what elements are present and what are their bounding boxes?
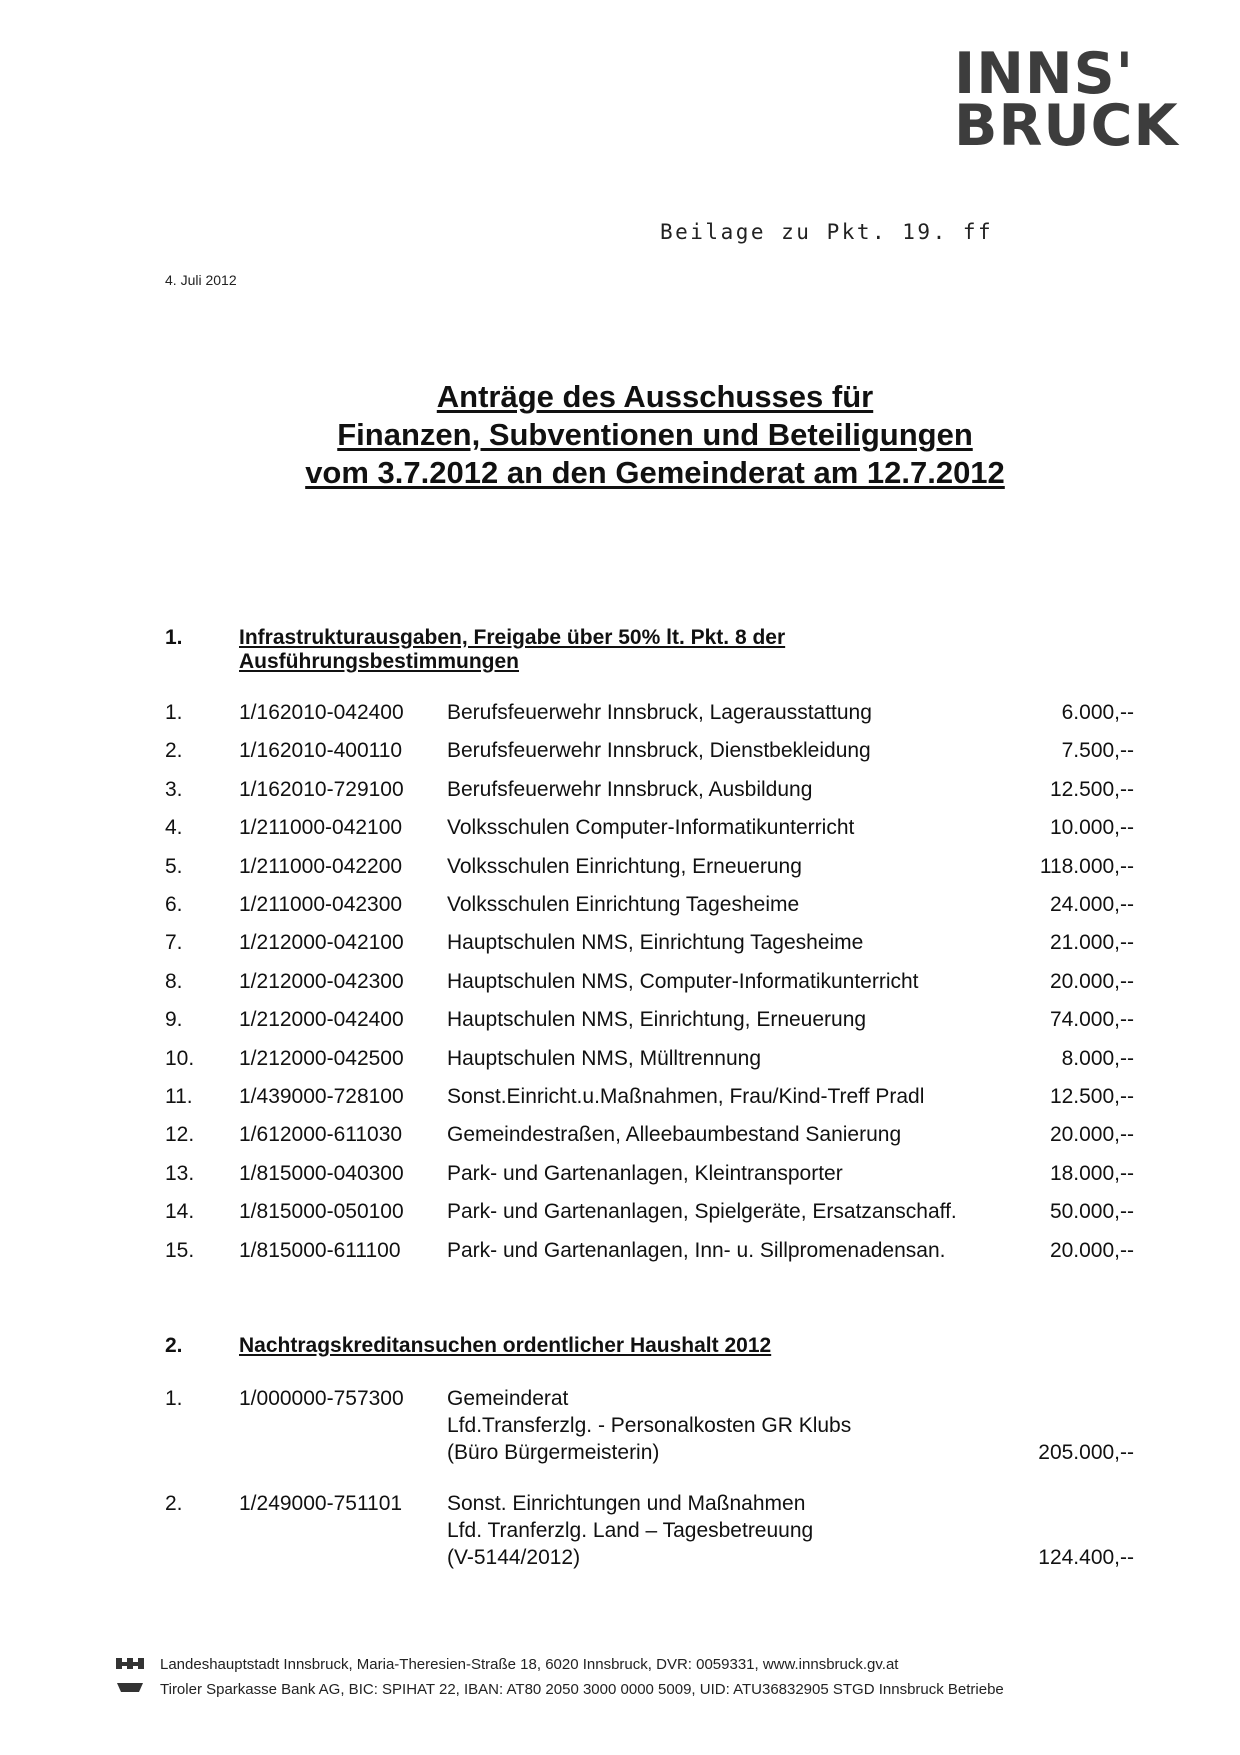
title-line-1: Anträge des Ausschusses für [436,379,874,414]
document-title [0,378,1240,492]
account-number: 1/439000-728100 [239,1085,404,1108]
item-amount: 21.000,-- [1049,931,1134,955]
table-row [0,1490,1240,1571]
table-row [0,1008,1240,1038]
item-amount: 20.000,-- [1049,1123,1134,1147]
footer-text [160,1652,1004,1702]
footer-line-2: Tiroler Sparkasse Bank AG, BIC: SPIHAT 22, IBAN: AT80 2050 3000 0000 5009, UID: ATU36832905 STGD Innsbruck Betriebe [160,1681,1004,1698]
item-amount: 74.000,-- [1049,1008,1134,1032]
item-number: 3. [165,777,183,801]
item-number: 5. [165,854,183,878]
section-1-number: 1. [165,626,183,649]
item-number: 6. [165,893,183,916]
title-line-3: vom 3.7.2012 an den Gemeinderat am 12.7.2012 [305,455,1005,490]
logo-line-1: INNS' [954,41,1135,107]
footer-line-1: Landeshauptstadt Innsbruck, Maria-Theresien-Straße 18, 6020 Innsbruck, DVR: 0059331, www.innsbruck.gv.at [160,1656,899,1673]
description-line: (Büro Bürgermeisterin) [447,1441,660,1464]
table-row [0,1200,1240,1230]
item-description: Hauptschulen NMS, Einrichtung Tagesheime [447,931,864,955]
item-description [447,1385,851,1466]
item-amount: 20.000,-- [1049,969,1134,993]
item-description: Volksschulen Computer-Informatikunterricht [447,816,855,840]
item-description: Park- und Gartenanlagen, Kleintransporter [447,1161,843,1185]
item-number: 7. [165,931,183,955]
item-description: Berufsfeuerwehr Innsbruck, Lagerausstattung [447,701,872,724]
table-row [0,1239,1240,1269]
city-emblem-icon [115,1656,145,1696]
account-number: 1/815000-050100 [239,1200,404,1224]
table-row [0,931,1240,961]
table-row [0,970,1240,1000]
item-amount: 6.000,-- [1061,701,1134,724]
item-description: Berufsfeuerwehr Innsbruck, Dienstbekleidung [447,739,871,763]
innsbruck-logo [954,41,1179,159]
account-number: 1/211000-042200 [239,854,403,878]
item-amount: 24.000,-- [1049,893,1134,916]
item-description: Hauptschulen NMS, Mülltrennung [447,1046,761,1070]
account-number: 1/815000-040300 [239,1161,404,1185]
description-line: (V-5144/2012) [447,1546,581,1569]
item-amount: 10.000,-- [1049,816,1134,840]
table-row [0,1085,1240,1115]
account-number: 1/211000-042300 [239,893,403,916]
table-row [0,701,1240,731]
account-number: 1/000000-757300 [239,1387,404,1410]
account-number: 1/162010-400110 [239,739,403,763]
account-number: 1/212000-042300 [239,969,404,993]
logo-line-2: BRUCK [954,93,1179,159]
table-row [0,1162,1240,1192]
table-row [0,893,1240,923]
account-number: 1/212000-042500 [239,1046,404,1070]
item-description: Park- und Gartenanlagen, Spielgeräte, Ersatzanschaff. [447,1200,957,1224]
item-amount: 18.000,-- [1049,1161,1134,1185]
account-number: 1/249000-751101 [239,1492,403,1515]
item-number: 2. [165,1492,183,1515]
account-number: 1/212000-042400 [239,1008,404,1032]
item-number: 12. [165,1123,195,1147]
item-description: Volksschulen Einrichtung, Erneuerung [447,854,802,878]
item-number: 4. [165,816,183,840]
table-row [0,739,1240,769]
item-description: Berufsfeuerwehr Innsbruck, Ausbildung [447,777,813,801]
item-description: Sonst.Einricht.u.Maßnahmen, Frau/Kind-Treff Pradl [447,1085,925,1108]
title-line-2: Finanzen, Subventionen und Beteiligungen [337,417,973,452]
item-description: Hauptschulen NMS, Einrichtung, Erneuerung [447,1008,867,1032]
account-number: 1/815000-611100 [239,1238,401,1262]
item-description: Hauptschulen NMS, Computer-Informatikunterricht [447,969,919,993]
item-amount: 205.000,-- [1038,1441,1134,1464]
description-line: Lfd.Transferzlg. - Personalkosten GR Klubs [447,1414,852,1437]
item-number: 2. [165,739,183,763]
item-amount: 12.500,-- [1049,1085,1134,1108]
section-2-number: 2. [165,1334,183,1357]
item-amount: 124.400,-- [1038,1546,1134,1569]
item-number: 9. [165,1008,183,1032]
item-description: Park- und Gartenanlagen, Inn- u. Sillpromenadensan. [447,1238,946,1262]
account-number: 1/612000-611030 [239,1123,403,1147]
account-number: 1/212000-042100 [239,931,404,955]
table-row [0,816,1240,846]
document-date: 4. Juli 2012 [165,272,237,288]
table-row [0,1047,1240,1077]
item-amount: 12.500,-- [1049,777,1134,801]
attachment-note: Beilage zu Pkt. 19. ff [660,220,994,244]
item-amount: 50.000,-- [1049,1200,1134,1224]
item-number: 1. [165,701,183,724]
item-amount: 7.500,-- [1061,739,1134,763]
item-description: Gemeindestraßen, Alleebaumbestand Sanierung [447,1123,902,1147]
item-number: 11. [165,1085,193,1108]
item-description [447,1490,813,1571]
section-1-title: Infrastrukturausgaben, Freigabe über 50% lt. Pkt. 8 der Ausführungsbestimmungen [239,626,786,673]
item-amount: 8.000,-- [1061,1046,1134,1070]
section-2-title: Nachtragskreditansuchen ordentlicher Haushalt 2012 [239,1334,772,1357]
item-number: 13. [165,1161,195,1185]
item-number: 14. [165,1200,195,1224]
account-number: 1/162010-729100 [239,777,404,801]
item-number: 1. [165,1387,183,1410]
item-number: 10. [165,1046,195,1070]
item-number: 15. [165,1238,195,1262]
item-amount: 118.000,-- [1039,854,1134,878]
account-number: 1/211000-042100 [239,816,403,840]
item-number: 8. [165,969,183,993]
item-description: Volksschulen Einrichtung Tagesheime [447,893,800,916]
table-row [0,855,1240,885]
description-line: Sonst. Einrichtungen und Maßnahmen [447,1492,806,1515]
table-row [0,1123,1240,1153]
item-amount: 20.000,-- [1049,1238,1134,1262]
account-number: 1/162010-042400 [239,701,404,724]
table-row [0,1385,1240,1466]
table-row [0,778,1240,808]
description-line: Gemeinderat [447,1387,569,1410]
description-line: Lfd. Tranferzlg. Land – Tagesbetreuung [447,1519,814,1542]
